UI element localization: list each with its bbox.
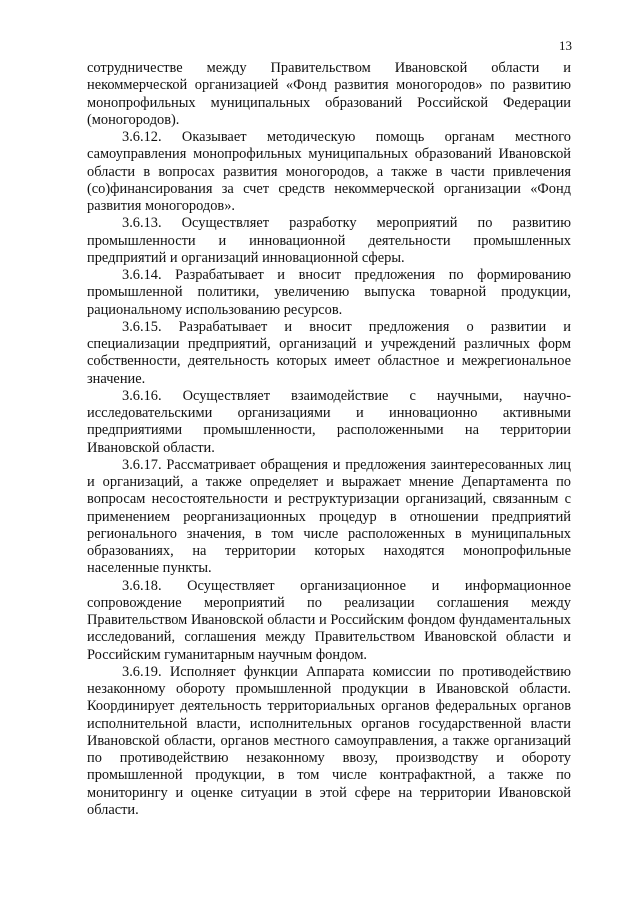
paragraph-3-6-12: 3.6.12. Оказывает методическую помощь органам местного самоуправления монопрофильных муниципальных образований Ивановской области в вопросах развития моногородов, а также в части привлечения (со)финансирования за счет средств некоммерческой организации «Фонд развития моногородов». [87,129,571,214]
paragraph-3-6-13: 3.6.13. Осуществляет разработку мероприятий по развитию промышленности и инновационной деятельности промышленных предприятий и организаций инновационной сферы. [87,215,571,266]
page-number: 13 [559,38,572,53]
paragraph-3-6-14: 3.6.14. Разрабатывает и вносит предложения по формированию промышленной политики, увеличению выпуска товарной продукции, рациональному использованию ресурсов. [87,267,571,318]
paragraph-3-6-19: 3.6.19. Исполняет функции Аппарата комиссии по противодействию незаконному обороту промышленной продукции в Ивановской области. Координирует деятельность территориальных органов федеральных органов исполнительной власти, исполнительных органов государственной власти Ивановской области, органов местного самоуправления, а также организаций по противодействию незаконному ввозу, производству и обороту промышленной продукции, в том числе контрафактной, а также по мониторингу и оценке ситуации в этой сфере на территории Ивановской области. [87,663,571,818]
paragraph-3-6-16: 3.6.16. Осуществляет взаимодействие с научными, научно-исследовательскими организациями и инновационно активными предприятиями промышленности, расположенными на территории Ивановской области. [87,387,571,456]
paragraph-3-6-17: 3.6.17. Рассматривает обращения и предложения заинтересованных лиц и организаций, а также определяет и выражает мнение Департамента по вопросам несостоятельности и реструктуризации организаций, связанным с применением реорганизационных процедур в отношении предприятий регионального значения, в том числе расположенных в муниципальных образованиях, на территории которых находятся монопрофильные населенные пункты. [87,456,571,577]
document-body [87,60,571,819]
paragraph-3-6-18: 3.6.18. Осуществляет организационное и информационное сопровождение мероприятий по реализации соглашения между Правительством Ивановской области и Российским фондом фундаментальных исследований, соглашения между Правительством Ивановской области и Российским гуманитарным научным фондом. [87,577,571,663]
paragraph-3-6-15: 3.6.15. Разрабатывает и вносит предложения о развитии и специализации предприятий, организаций и учреждений различных форм собственности, деятельность которых имеет областное и межрегиональное значение. [87,318,571,387]
paragraph-continuation: сотрудничестве между Правительством Ивановской области и некоммерческой организацией «Фонд развития моногородов» по развитию монопрофильных муниципальных образований Российской Федерации (моногородов). [87,60,571,128]
